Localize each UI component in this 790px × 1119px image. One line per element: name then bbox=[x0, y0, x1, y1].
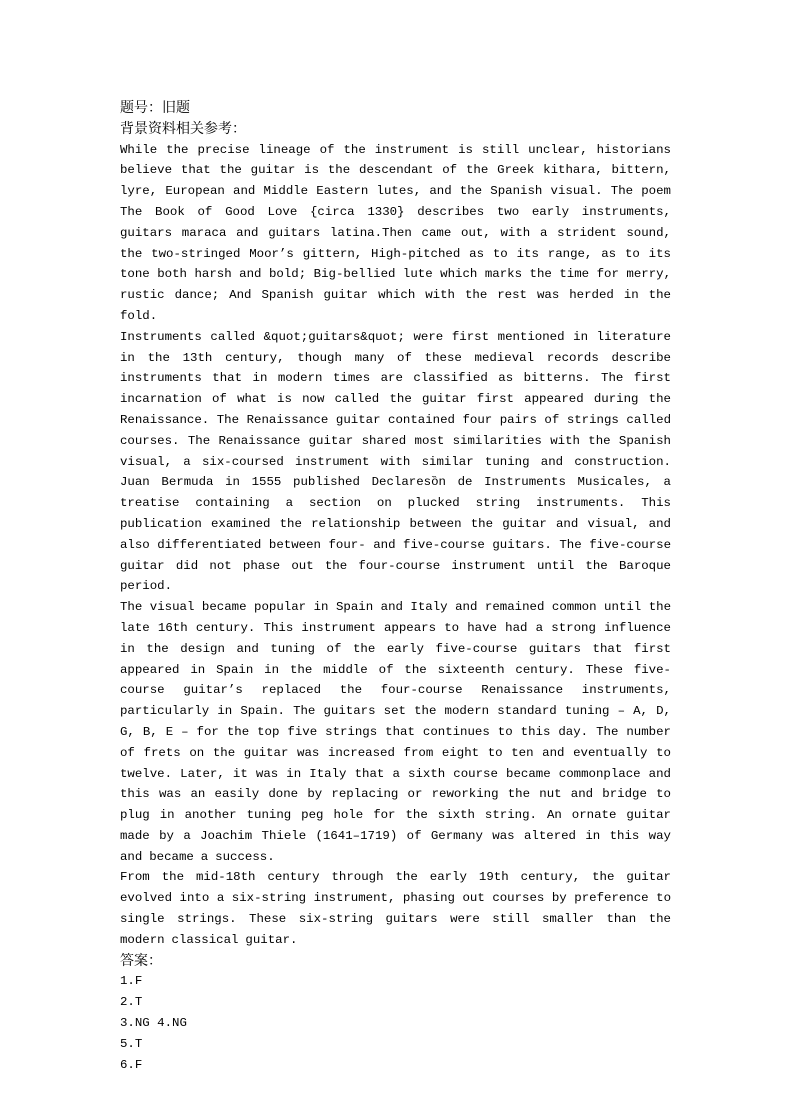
answer-item: 5.T bbox=[120, 1036, 143, 1051]
background-label: 背景资料相关参考： bbox=[120, 120, 246, 137]
paragraph-vihuela: The visual became popular in Spain and Italy and remained common until the late 16th century. This instrument appears to have had a strong influence in the design and tuning of the early five-course guitars that first appeared in Spain in the middle of the sixteenth century. These five-course guitar’s replaced the four-course Renaissance instruments, particularly in Spain. The guitars set the modern standard tuning – A, D, G, B, E – for the top five strings that continues to this day. The number of frets on the guitar was increased from eight to ten and eventually to twelve. Later, it was in Italy that a sixth course became commonplace and this was an easily done by replacing or reworking the nut and bridge to plug in another tuning peg hole for the sixth string. An ornate guitar made by a Joachim Thiele (1641–1719) of Germany was altered in this way and became a success. bbox=[120, 600, 671, 864]
answer-item: 1.F bbox=[120, 974, 143, 989]
answers-label: 答案： bbox=[120, 952, 162, 969]
answer-item: 2.T bbox=[120, 995, 143, 1010]
answer-item: 6.F bbox=[120, 1057, 143, 1072]
document-page bbox=[120, 98, 671, 1075]
answer-item: 3.NG 4.NG bbox=[120, 1016, 187, 1031]
answers-list bbox=[120, 971, 671, 1075]
paragraph-origins: While the precise lineage of the instrument is still unclear, historians believe that the guitar is the descendant of the Greek kithara, bittern, lyre, European and Middle Eastern lutes, and the Spanish visual. The poem The Book of Good Love {circa 1330} describes two early instruments, guitars maraca and guitars latina.Then came out, with a strident sound, the two-stringed Moor’s gittern, High-pitched as to its range, as to its tone both harsh and bold; Big-bellied lute which marks the time for merry, rustic dance; And Spanish guitar which with the rest was herded in the fold. bbox=[120, 142, 671, 323]
paragraph-six-string: From the mid-18th century through the early 19th century, the guitar evolved into a six-string instrument, phasing out courses by preference to single strings. These six-string guitars were still smaller than the modern classical guitar. bbox=[120, 870, 671, 947]
paragraph-renaissance: Instruments called &quot;guitars&quot; were first mentioned in literature in the 13th century, though many of these medieval records describe instruments that in modern times are classified as bitterns. The first incarnation of what is now called the guitar first appeared during the Renaissance. The Renaissance guitar contained four pairs of strings called courses. The Renaissance guitar shared most similarities with the Spanish visual, a six-coursed instrument with similar tuning and construction. Juan Bermuda in 1555 published Declaresȍn de Instruments Musicales, a treatise containing a section on plucked string instruments. This publication examined the relationship between the guitar and visual, and also differentiated between four- and five-course guitars. The five-course guitar did not phase out the four-course instrument until the Baroque period. bbox=[120, 329, 671, 594]
question-number: 题号：旧题 bbox=[120, 100, 190, 116]
